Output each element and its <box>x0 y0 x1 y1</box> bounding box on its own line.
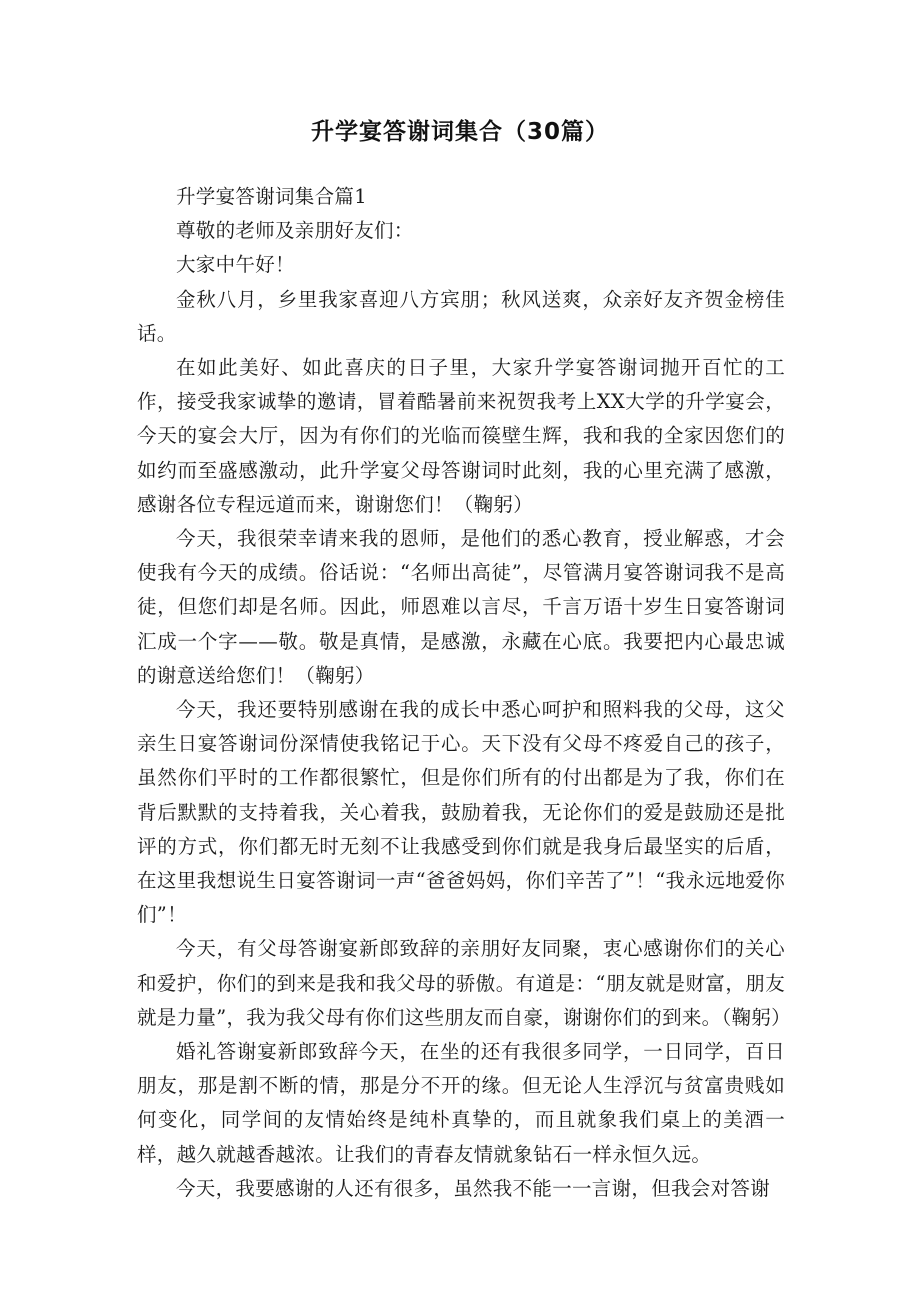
document-title: 升学宴答谢词集合（30篇） <box>310 119 609 145</box>
document-body <box>137 180 791 1206</box>
body-paragraph: 在如此美好、如此喜庆的日子里，大家升学宴答谢词抛开百忙的工作，接受我家诚挚的邀请，冒着酷暑前来祝贺我考上XX大学的升学宴会，今天的宴会大厅，因为有你们的光临而篌壁生辉，我和我的全家因您们的如约而至盛感激动，此升学宴父母答谢词时此刻，我的心里充满了感激，感谢各位专程远道而来，谢谢您们！（鞠躬） <box>137 356 785 516</box>
body-paragraph: 今天，我要感谢的人还有很多，虽然我不能一一言谢，但我会对答谢 <box>176 1176 771 1200</box>
body-paragraph: 今天，我很荣幸请来我的恩师，是他们的悉心教育，授业解惑，才会使我有今天的成绩。俗话说：“名师出高徒”，尽管满月宴答谢词我不是高徒，但您们却是名师。因此，师恩难以言尽，千言万语十岁生日宴答谢词汇成一个字——敬。敬是真情，是感激，永藏在心底。我要把内心最忠诚的谢意送给您们！（鞠躬） <box>137 527 785 687</box>
salutation: 尊敬的老师及亲朋好友们： <box>176 219 414 243</box>
body-paragraph: 今天，有父母答谢宴新郎致辞的亲朋好友同聚，衷心感谢你们的关心和爱护，你们的到来是我和我父母的骄傲。有道是：“朋友就是财富，朋友就是力量”，我为我父母有你们这些朋友而自豪，谢谢你们的到来。（鞠躬） <box>137 937 791 1029</box>
body-paragraph: 今天，我还要特别感谢在我的成长中悉心呵护和照料我的父母，这父亲生日宴答谢词份深情使我铭记于心。天下没有父母不疼爱自己的孩子，虽然你们平时的工作都很繁忙，但是你们所有的付出都是为了我，你们在背后默默的支持着我，关心着我，鼓励着我，无论你们的爱是鼓励还是批评的方式，你们都无时无刻不让我感受到你们就是我身后最坚实的后盾，在这里我想说生日宴答谢词一声“爸爸妈妈，你们辛苦了”！“我永远地爱你们”！ <box>137 698 785 927</box>
greeting: 大家中午好！ <box>176 253 295 277</box>
body-paragraph: 金秋八月，乡里我家喜迎八方宾朋；秋风送爽，众亲好友齐贺金榜佳话。 <box>137 287 785 345</box>
body-paragraph: 婚礼答谢宴新郎致辞今天，在坐的还有我很多同学，一日同学，百日朋友，那是割不断的情，那是分不开的缘。但无论人生浮沉与贫富贵贱如何变化，同学间的友情始终是纯朴真挚的，而且就象我们桌上的美酒一样，越久就越香越浓。让我们的青春友情就象钻石一样永恒久远。 <box>137 1040 785 1166</box>
section-heading: 升学宴答谢词集合篇1 <box>176 185 367 208</box>
